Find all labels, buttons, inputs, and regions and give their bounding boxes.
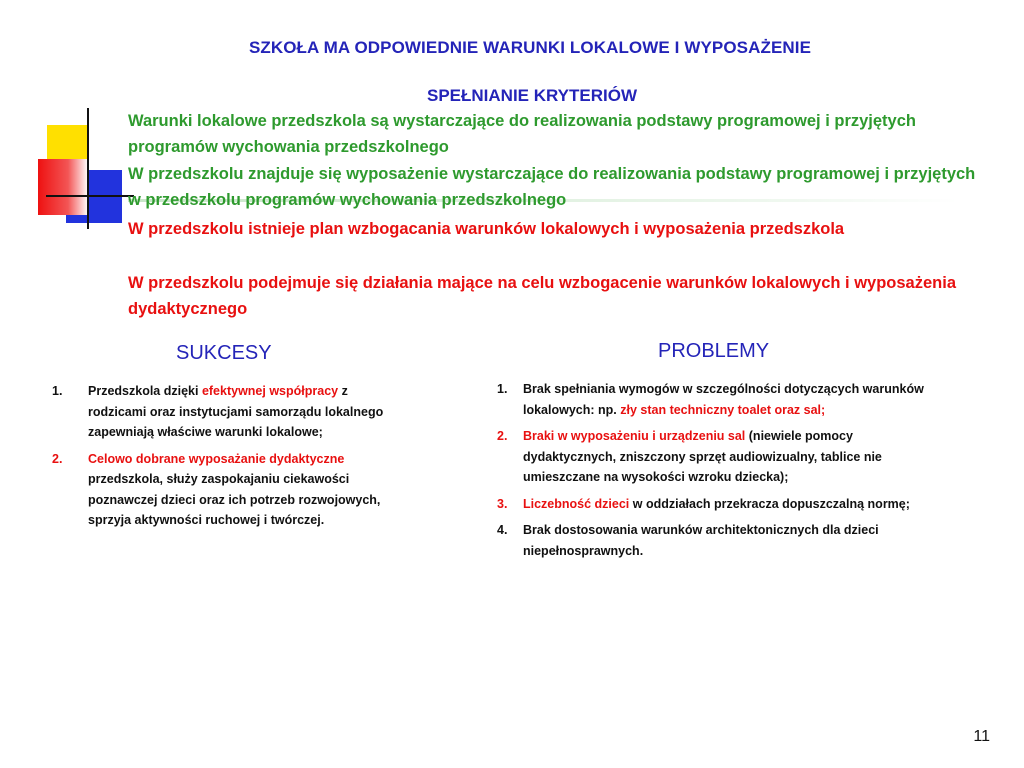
list-item: 4. Brak dostosowania warunków architektonicznych dla dzieci niepełnosprawnych. (497, 520, 947, 561)
criterion-1: Warunki lokalowe przedszkola są wystarczające do realizowania podstawy programowej i przyjętych programów wychowania przedszkolnego (128, 112, 916, 156)
list-item: 3. Liczebność dzieci w oddziałach przekracza dopuszczalną normę; (497, 494, 947, 515)
item-number: 1. (52, 384, 63, 398)
item-number: 1. (497, 382, 508, 396)
list-item: 1. Przedszkola dzięki efektywnej współpracy z rodzicami oraz instytucjami samorządu lokalnego zapewniają właściwe warunki lokalowe; (52, 381, 402, 443)
list-item: 2. Braki w wyposażeniu i urządzeniu sal (niewiele pomocy dydaktycznych, zniszczony sprzęt audiowizualny, tablice nie umieszczane na wysokości wzroku dziecka); (497, 426, 947, 488)
decorative-squares (38, 108, 138, 230)
item-number: 2. (497, 429, 508, 443)
red-gradient-square (38, 159, 88, 215)
item-number: 3. (497, 496, 508, 511)
item-number: 4. (497, 523, 508, 537)
list-item: 2. Celowo dobrane wyposażanie dydaktyczne przedszkola, służy zaspokajaniu ciekawości poznawczej dzieci oraz ich potrzeb rozwojowych, sprzyja aktywności ruchowej i twórczej. (52, 449, 402, 531)
successes-heading: SUKCESY (176, 342, 272, 364)
page-number: 11 (973, 728, 990, 745)
criterion-2: W przedszkolu znajduje się wyposażenie wystarczające do realizowania podstawy programowej i przyjętych w przedszkolu programów wychowania przedszkolnego (128, 165, 976, 209)
criterion-4: W przedszkolu podejmuje się działania mające na celu wzbogacenie warunków lokalowych i wyposażenia dydaktycznego (128, 274, 956, 318)
successes-list (52, 381, 402, 537)
list-item: 1. Brak spełniania wymogów w szczególności dotyczących warunków lokalowych: np. zły stan techniczny toalet oraz sal; (497, 379, 947, 420)
problems-heading: PROBLEMY (658, 340, 770, 362)
item-number: 2. (52, 451, 63, 466)
slide-title: SZKOŁA MA ODPOWIEDNIE WARUNKI LOKALOWE I WYPOSAŻENIE (248, 38, 812, 57)
slide-subtitle: SPEŁNIANIE KRYTERIÓW (427, 86, 637, 105)
criterion-3: W przedszkolu istnieje plan wzbogacania warunków lokalowych i wyposażenia przedszkola (128, 220, 845, 238)
problems-list (497, 379, 947, 567)
